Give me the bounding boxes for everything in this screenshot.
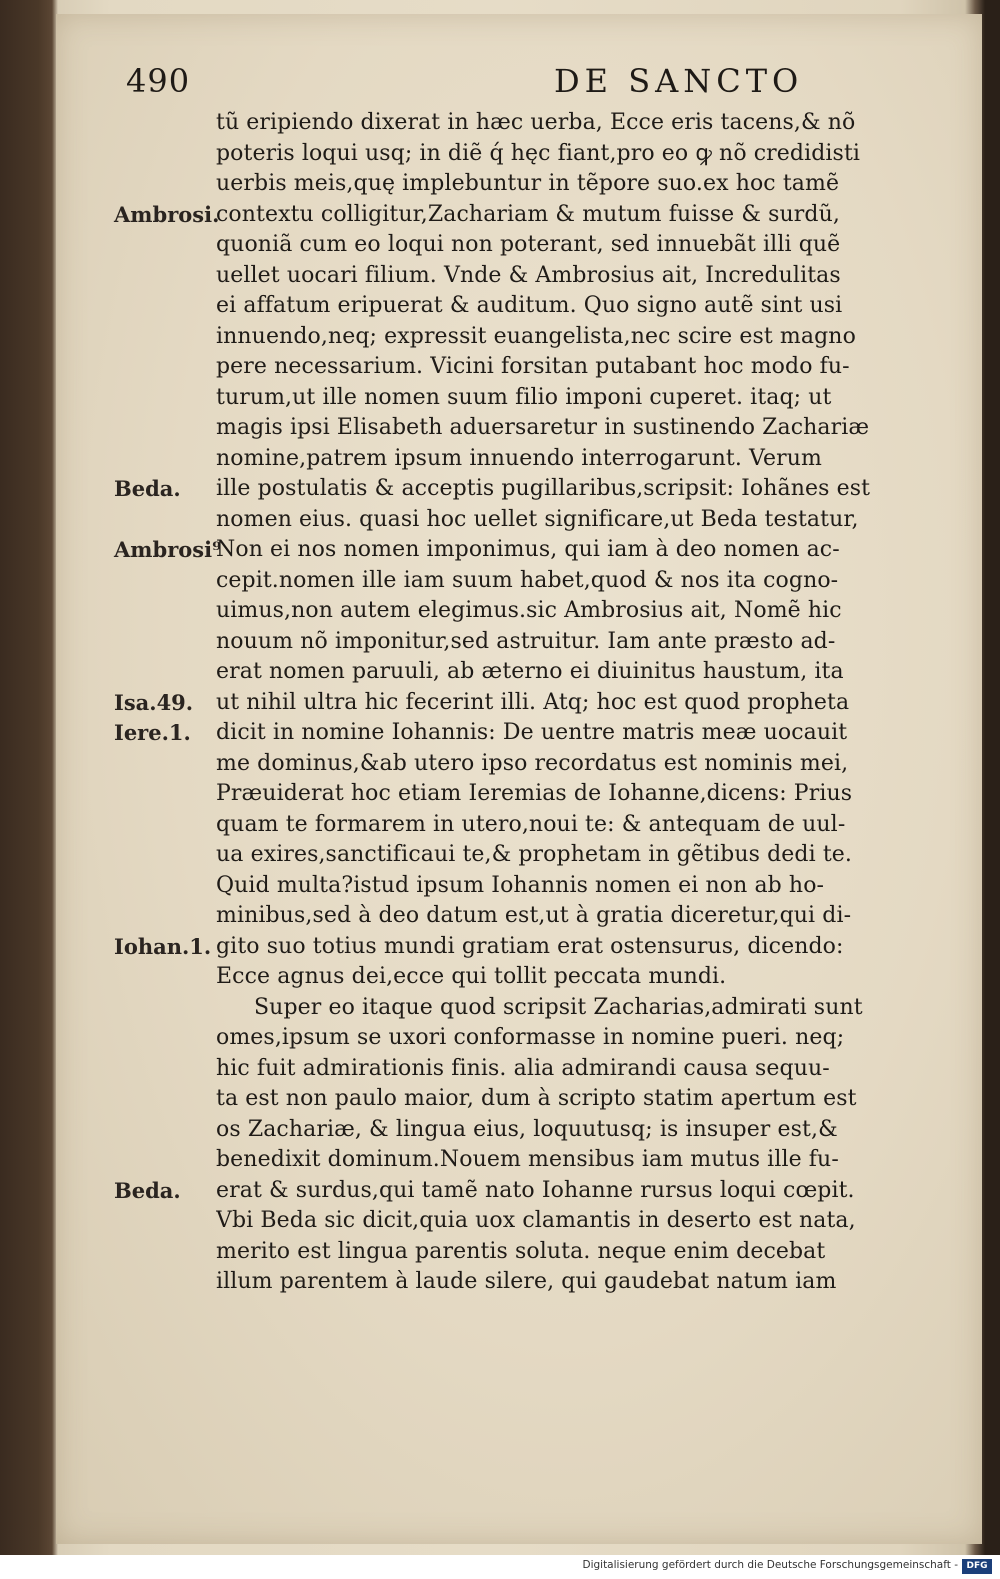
- text-line: uimus,non autem elegimus.sic Ambrosius ait, Nomẽ hic: [216, 598, 842, 623]
- text-line: os Zachariæ, & lingua eius, loquutusq; is insuper est,&: [216, 1116, 838, 1142]
- page-number: 490: [126, 62, 191, 100]
- text-line: innuendo,neq; expressit euangelista,nec scire est magno: [216, 323, 856, 349]
- text-line: gito suo totius mundi gratiam erat ostensurus, dicendo:: [216, 933, 844, 959]
- text-line: nomen eius. quasi hoc uellet significare,ut Beda testatur,: [216, 506, 859, 532]
- page-header: [126, 62, 956, 102]
- text-line: ille postulatis & acceptis pugillaribus,scripsit: Iohãnes est: [216, 476, 871, 501]
- footer-bar: [0, 1555, 1000, 1579]
- text-line: tũ eripiendo dixerat in hæc uerba, Ecce eris tacens,& nõ: [216, 110, 856, 135]
- margin-note: Beda.: [114, 476, 181, 501]
- margin-note: Iere.1.: [114, 720, 191, 745]
- text-line: omes,ipsum se uxori conformasse in nomine pueri. neq;: [216, 1025, 845, 1050]
- text-line: uerbis meis,quę implebuntur in tẽpore suo.ex hoc tamẽ: [216, 171, 840, 196]
- dfg-logo: DFG: [962, 1559, 992, 1574]
- text-line: ei affatum eripuerat & auditum. Quo signo autẽ sint usi: [216, 293, 843, 318]
- text-line: erat nomen paruuli, ab æterno ei diuinitus haustum, ita: [216, 659, 844, 684]
- text-line: illum parentem à laude silere, qui gaudebat natum iam: [216, 1269, 837, 1294]
- text-line: Super eo itaque quod scripsit Zacharias,admirati sunt: [254, 994, 863, 1020]
- text-line: hic fuit admirationis finis. alia admirandi causa sequu-: [216, 1055, 830, 1081]
- text-line: ua exires,sanctificaui te,& prophetam in gẽtibus dedi te.: [216, 842, 852, 867]
- text-line: Non ei nos nomen imponimus, qui iam à deo nomen ac-: [216, 537, 840, 562]
- text-line: benedixit dominum.Nouem mensibus iam mutus ille fu-: [216, 1147, 839, 1172]
- running-head: DE SANCTO: [554, 62, 804, 100]
- text-line: quam te formarem in utero,noui te: & antequam de uul-: [216, 811, 846, 837]
- text-line: uellet uocari filium. Vnde & Ambrosius ait, Incredulitas: [216, 262, 841, 288]
- margin-note: Iohan.1.: [114, 933, 212, 959]
- text-line: ta est non paulo maior, dum à scripto statim apertum est: [216, 1086, 857, 1111]
- text-line: Vbi Beda sic dicit,quia uox clamantis in deserto est nata,: [216, 1208, 856, 1233]
- margin-note: Ambrosi⁹: [114, 537, 222, 562]
- text-line: poteris loqui usq; in diẽ q́ hęc fiant,pro eo ꝙ nõ credidisti: [216, 140, 861, 166]
- text-line: nouum nõ imponitur,sed astruitur. Iam ante præsto ad-: [216, 628, 836, 654]
- text-line: minibus,sed à deo datum est,ut à gratia diceretur,qui di-: [216, 903, 852, 928]
- margin-note: Isa.49.: [114, 689, 194, 715]
- footer-credit: Digitalisierung gefördert durch die Deutsche Forschungsgemeinschaft -: [582, 1559, 958, 1571]
- text-line: pere necessarium. Vicini forsitan putabant hoc modo fu-: [216, 354, 850, 379]
- text-line: Præuiderat hoc etiam Ieremias de Iohanne,dicens: Prius: [216, 781, 853, 806]
- text-line: contextu colligitur,Zachariam & mutum fuisse & surdũ,: [216, 201, 840, 227]
- text-line: cepit.nomen ille iam suum habet,quod & nos ita cogno-: [216, 567, 839, 593]
- text-line: dicit in nomine Iohannis: De uentre matris meæ uocauit: [216, 720, 848, 745]
- book-page: [56, 14, 982, 1544]
- text-line: turum,ut ille nomen suum filio imponi cuperet. itaq; ut: [216, 384, 832, 410]
- text-line: Quid multa?istud ipsum Iohannis nomen ei non ab ho-: [216, 872, 825, 898]
- margin-note: Beda.: [114, 1177, 181, 1203]
- text-line: merito est lingua parentis soluta. neque enim decebat: [216, 1238, 826, 1264]
- text-line: quoniã cum eo loqui non poterant, sed innuebãt illi quẽ: [216, 232, 841, 257]
- text-line: me dominus,&ab utero ipso recordatus est nominis mei,: [216, 750, 849, 776]
- text-line: ut nihil ultra hic fecerint illi. Atq; hoc est quod propheta: [216, 689, 850, 715]
- body-text: [216, 108, 961, 1298]
- text-line: Ecce agnus dei,ecce qui tollit peccata mundi.: [216, 964, 727, 989]
- text-line: magis ipsi Elisabeth aduersaretur in sustinendo Zachariæ: [216, 415, 870, 440]
- margin-note: Ambrosi.: [114, 201, 220, 227]
- text-line: nomine,patrem ipsum innuendo interrogarunt. Verum: [216, 445, 822, 471]
- text-line: erat & surdus,qui tamẽ nato Iohanne rursus loqui cœpit.: [216, 1177, 855, 1203]
